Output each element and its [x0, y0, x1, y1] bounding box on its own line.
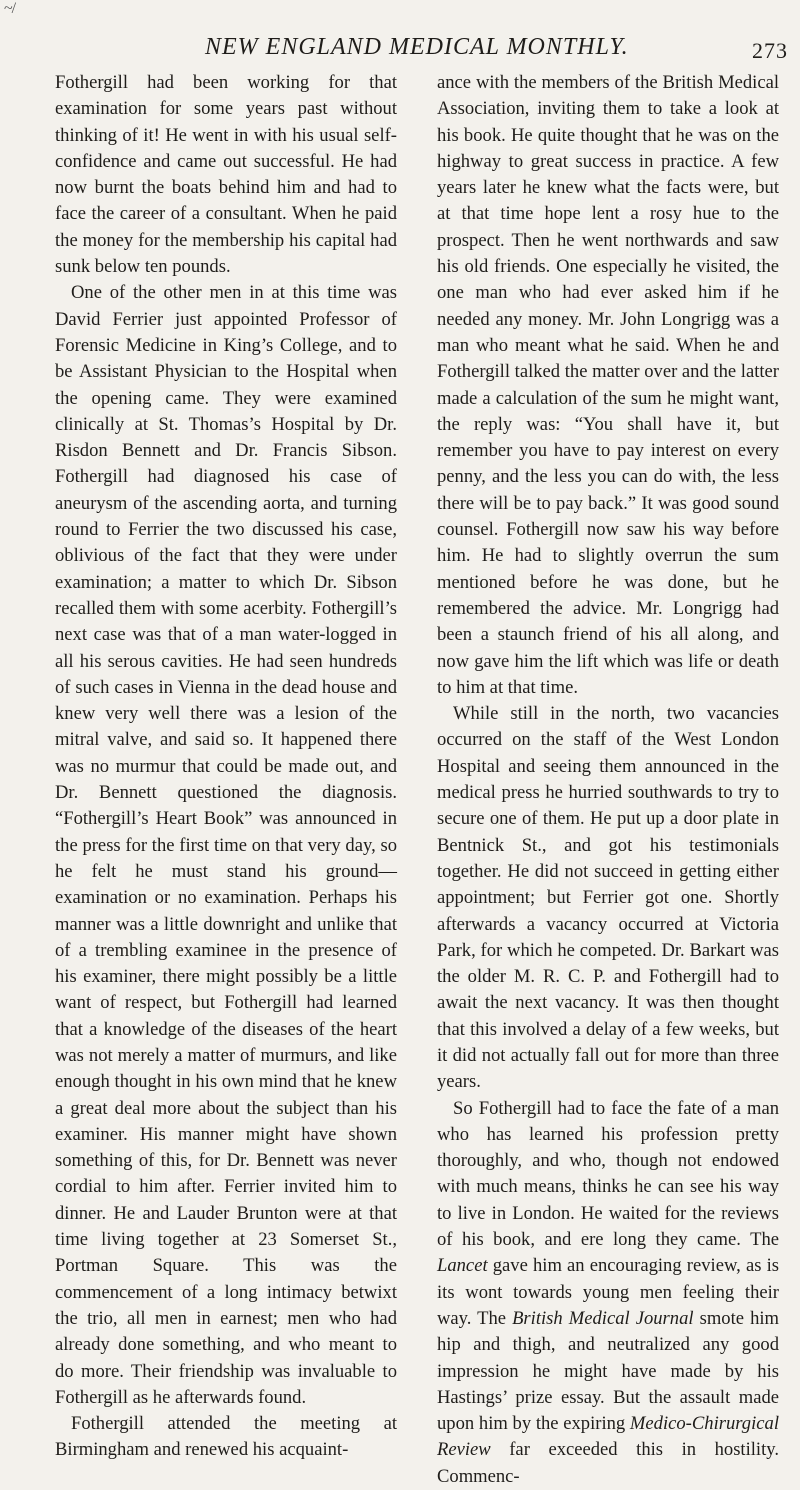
- paragraph: While still in the north, two vacancies occurred on the staff of the West London Hospital and seeing them announced in the medical press he hurried southwards to try to secure one of them. He put up a door plate in Bentnick St., and got his testimonials together. He did not succeed in getting either appointment; but Ferrier got one. Shortly afterwards a vacancy occurred at Victoria Park, for which he competed. Dr. Barkart was the older M. R. C. P. and Fothergill had to await the next vacancy. It was then thought that this involved a delay of a few weeks, but it did not actually fall out for more than three years.: [437, 703, 779, 1093]
- paragraph: ance with the members of the British Medical Association, inviting them to take a look at his book. He quite thought that he was on the highway to great success in practice. A few years later he knew what the facts were, but at that time hope lent a rosy hue to the prospect. Then he went northwards and saw his old friends. One especially he visited, the one man who had ever asked him if he needed any money. Mr. John Longrigg was a man who meant what he said. When he and Fothergill talked the matter over and the latter made a calculation of the sum he might want, the reply was: “You shall have it, but remember you have to pay interest on every penny, and the less you can do with, the less there will be to pay back.” It was good sound counsel. Fothergill now saw his way before him. He had to slightly overrun the sum mentioned before he was done, but he remembered the advice. Mr. Longrigg had been a staunch friend of his all along, and now gave him the lift which was life or death to him at that time.: [437, 72, 779, 698]
- running-head: NEW ENGLAND MEDICAL MONTHLY.: [205, 34, 629, 60]
- paragraph: [437, 1096, 779, 1490]
- right-column: [437, 70, 779, 1490]
- text-run: far exceeded this in hostility. Commenc-: [437, 1439, 779, 1487]
- text-run: The: [740, 1229, 779, 1251]
- page-header: [0, 34, 800, 64]
- margin-mark: ~/: [4, 0, 16, 17]
- text-run: smote him hip and thigh, and neutralized any good impression he might have made by his Hastings’ prize essay. But the assault made upon him by the expiring: [437, 1307, 779, 1435]
- text-run: gave him an encouraging review, as is its wont towards young men feeling their way. The: [437, 1255, 779, 1329]
- paragraph: Fothergill attended the meeting at Birmingham and renewed his acquaint-: [55, 1413, 397, 1461]
- journal-title: British Medical Journal: [512, 1307, 694, 1329]
- text-run: So Fothergill had to face the fate of a man who has learned his profession pretty thoroughly, and who, though not endowed with much means, thinks he can see his way to live in London. He waited for the reviews of his book, and ere long they came.: [437, 1097, 779, 1251]
- journal-title: Medico-Chirurgical Review: [437, 1413, 779, 1461]
- paragraph: Fothergill had been working for that examination for some years past without thinking of it! He went in with his usual self-confidence and came out successful. He had now burnt the boats behind him and had to face the career of a consultant. When he paid the money for the membership his capital had sunk below ten pounds.: [55, 72, 397, 278]
- left-column: [55, 70, 397, 1464]
- page-number: 273: [752, 38, 788, 63]
- journal-title: Lancet: [437, 1255, 488, 1277]
- paragraph: One of the other men in at this time was David Ferrier just appointed Professor of Forensic Medicine in King’s College, and to be Assistant Physician to the Hospital when the opening came. They were examined clinically at St. Thomas’s Hospital by Dr. Risdon Bennett and Dr. Francis Sibson. Fothergill had diagnosed his case of aneurysm of the ascending aorta, and turning round to Ferrier the two discussed his case, oblivious of the fact that they were under examination; a matter to which Dr. Sibson recalled them with some acerbity. Fothergill’s next case was that of a man water-logged in all his serous cavities. He had seen hundreds of such cases in Vienna in the dead house and knew very well there was a lesion of the mitral valve, and said so. It happened there was no murmur that could be made out, and Dr. Bennett questioned the diagnosis. “Fothergill’s Heart Book” was announced in the press for the first time on that very day, so he felt he must stand his ground—examination or no examination. Perhaps his manner was a little downright and unlike that of a trembling examinee in the presence of his examiner, there might possibly be a little want of respect, but Fothergill had learned that a knowledge of the diseases of the heart was not merely a matter of murmurs, and like enough thought in his own mind that he knew a great deal more about the subject than his examiner. His manner might have shown something of this, for Dr. Bennett was never cordial to him after. Ferrier invited him to dinner. He and Lauder Brunton were at that time living together at 23 Somerset St., Portman Square. This was the commencement of a long intimacy betwixt the trio, all men in earnest; men who had already done something, and who meant to do more. Their friendship was invaluable to Fothergill as he afterwards found.: [55, 282, 397, 1408]
